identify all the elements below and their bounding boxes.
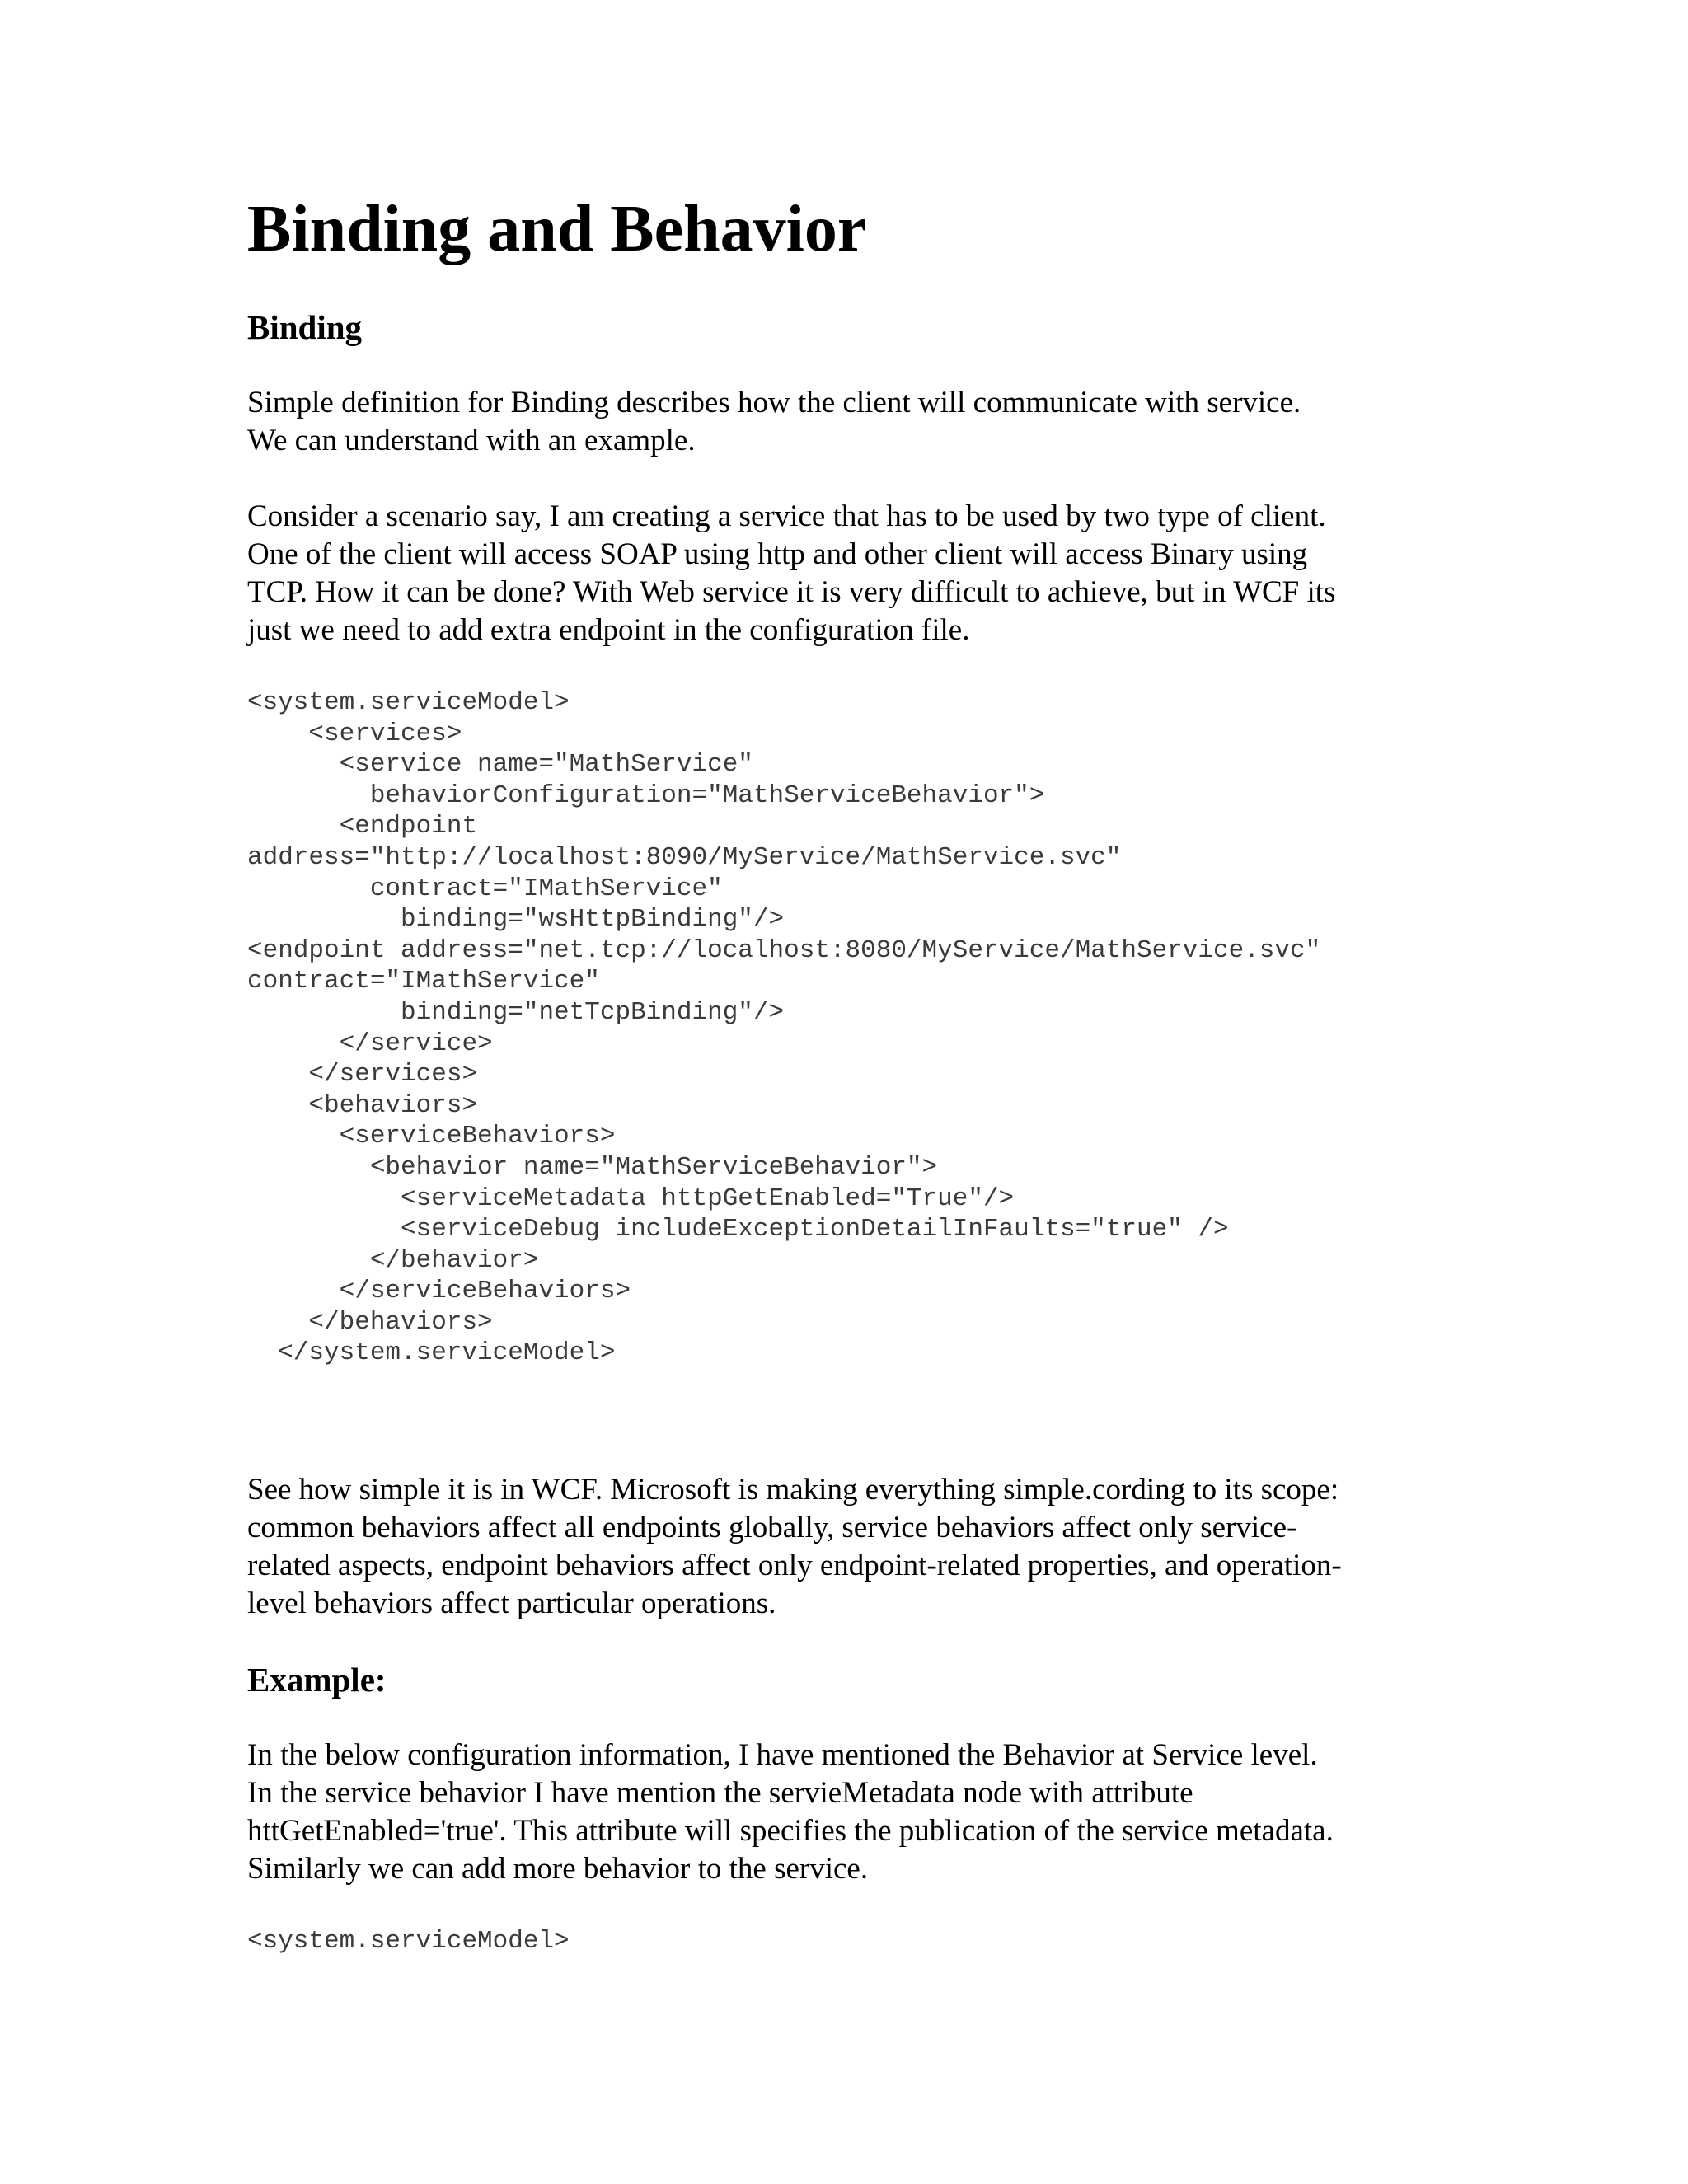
- example-heading: Example:: [247, 1661, 387, 1699]
- paragraph-binding-definition: Simple definition for Binding describes how the client will communicate with service. We can understand with an example.: [247, 386, 1301, 457]
- document-page: [247, 190, 1484, 1957]
- page-title: Binding and Behavior: [247, 193, 867, 265]
- paragraph-config-info: In the below configuration information, I have mentioned the Behavior at Service level. In the service behavior I have mention the servieMetadata node with attribute httGetEnabled='true'. This attribute will specifies the publication of the service metadata. Similarly we can add more behavior to the service.: [247, 1738, 1334, 1886]
- section-heading-binding: Binding: [247, 308, 363, 346]
- code-block-service-model-2: <system.serviceModel>: [247, 1927, 570, 1957]
- code-block-service-model: <system.serviceModel> <services> <service name="MathService" behaviorConfiguration="MathServiceBehavior"> <endpoint address="http://localhost:8090/MyService/MathService.svc" contract="IMathService" binding="wsHttpBinding"/> <endpoint address="net.tcp://localhost:8080/MyService/MathService.svc" contract="IMathService" binding="netTcpBinding"/> </service> </services> <behaviors> <serviceBehaviors> <behavior name="MathServiceBehavior"> <serviceMetadata httpGetEnabled="True"/> <serviceDebug includeExceptionDetailInFaults="true" /> </behavior> </serviceBehaviors> </behaviors> </system.serviceModel>: [247, 688, 1321, 1368]
- paragraph-behaviors-scope: See how simple it is in WCF. Microsoft is making everything simple.cording to its scope: common behaviors affect all endpoints globally, service behaviors affect only service- related aspects, endpoint behaviors affect only endpoint-related properties, and operation- level behaviors affect particular operations.: [247, 1473, 1342, 1621]
- paragraph-scenario: Consider a scenario say, I am creating a service that has to be used by two type of client. One of the client will access SOAP using http and other client will access Binary using TCP. How it can be done? With Web service it is very difficult to achieve, but in WCF its just we need to add extra endpoint in the configuration file.: [247, 499, 1336, 647]
